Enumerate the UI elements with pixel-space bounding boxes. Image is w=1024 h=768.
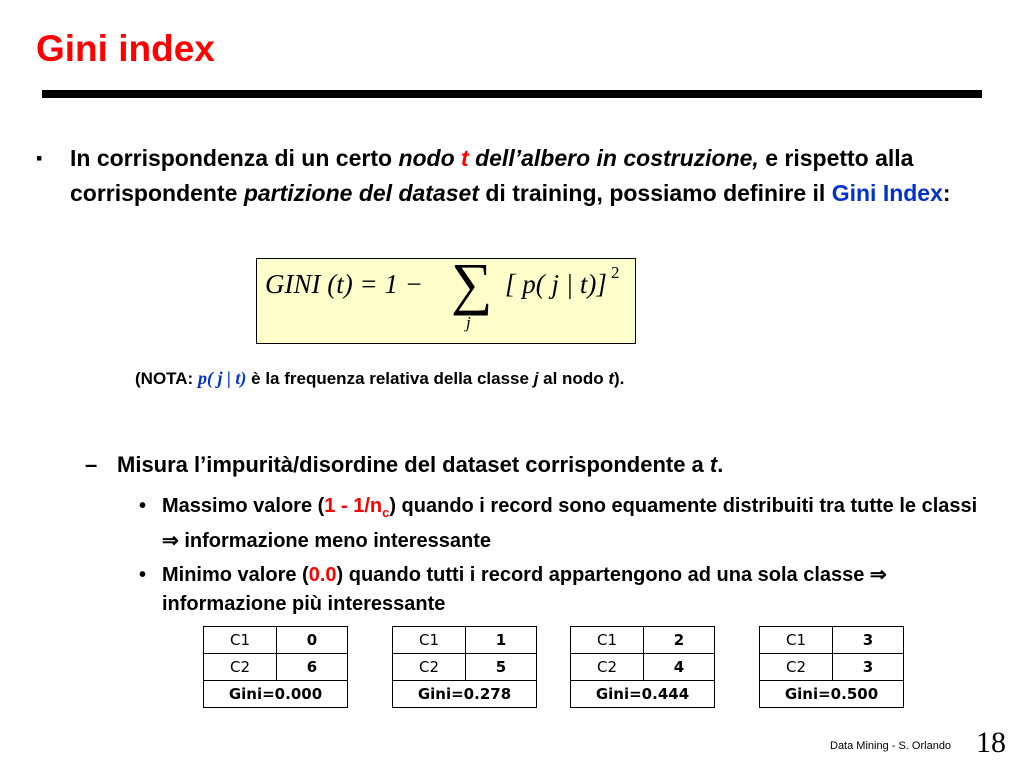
table-row: Gini=0.500 [760, 681, 904, 708]
formula-lhs: GINI (t) = 1 − [265, 269, 423, 299]
dash-bullet-icon: – [85, 452, 98, 477]
gini-formula-box [256, 251, 636, 344]
table-row: C2 4 [571, 654, 715, 681]
slide-title: Gini index [36, 28, 215, 69]
table-row: C2 3 [760, 654, 904, 681]
table-row: C2 6 [204, 654, 348, 681]
table-row: C1 0 [204, 627, 348, 654]
formula-superscript: 2 [611, 263, 620, 282]
table-row: Gini=0.444 [571, 681, 715, 708]
dot-bullet-icon: • [139, 495, 147, 517]
page-number: 18 [976, 726, 1006, 759]
table-row: C2 5 [393, 654, 537, 681]
intro-text: In corrispondenza di un certo nodo t dell’albero in costruzione, e rispetto alla corrispondente partizione del dataset di training, possiamo definire il Gini Index: [70, 145, 951, 206]
footer-text: Data Mining - S. Orlando [830, 740, 952, 752]
formula-rhs: [ p( j | t)] [505, 269, 607, 299]
gini-table-3 [570, 626, 715, 708]
nota-text: (NOTA: p( j | t) è la frequenza relativa della classe j al nodo t). [135, 368, 625, 388]
gini-table-1 [203, 626, 348, 708]
table-row: C1 1 [393, 627, 537, 654]
gini-table-4 [759, 626, 904, 708]
gini-table-2 [392, 626, 537, 708]
title-divider [42, 90, 982, 98]
dot-bullet-icon: • [139, 564, 147, 586]
formula-subscript: j [466, 313, 471, 332]
table-row: Gini=0.000 [204, 681, 348, 708]
gini-index-term: Gini Index [831, 180, 943, 206]
table-row: C1 2 [571, 627, 715, 654]
table-row: Gini=0.278 [393, 681, 537, 708]
summation-icon: ∑ [451, 251, 493, 316]
table-row: C1 3 [760, 627, 904, 654]
square-bullet-icon: ▪ [36, 148, 43, 168]
